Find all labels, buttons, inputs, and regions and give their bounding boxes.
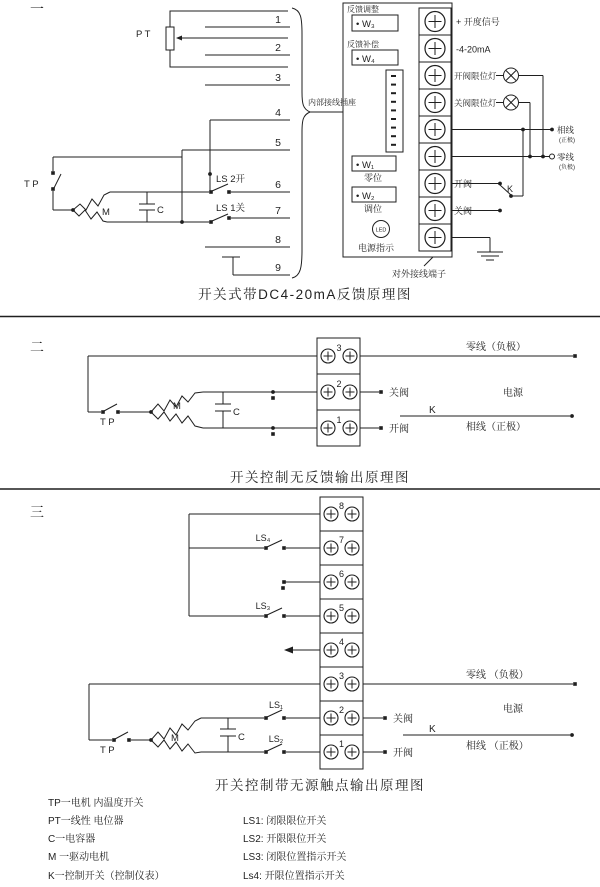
ls3-switch — [189, 608, 320, 618]
pin-number: 2 — [275, 42, 281, 54]
motor-label: M — [173, 401, 181, 412]
pin-number: 7 — [275, 205, 281, 217]
open-valve-label: 开阀 — [454, 179, 473, 189]
open-limit-lamp-label: 开阀限位灯 — [454, 71, 497, 81]
k-switch-label: K — [429, 724, 436, 735]
close-valve-label: 关阀 — [454, 206, 473, 216]
ls3-label: LS₃ — [255, 601, 271, 611]
junction-dot — [208, 172, 212, 176]
feedback-adjust-label: 反馈调整 — [347, 5, 379, 14]
w4-label: • W₄ — [356, 54, 375, 65]
terminal-number: 5 — [338, 603, 345, 613]
tp-label: T P — [24, 179, 39, 190]
phase-label: 相线 — [557, 125, 575, 135]
terminal-number: 1 — [338, 739, 345, 749]
legend-item-k: K一控制开关（控制仪表） — [48, 871, 165, 882]
legend — [48, 796, 346, 882]
section-3-passive-contact-diagram — [30, 497, 577, 793]
legend-item-pt: PT一线性 电位器 — [48, 816, 124, 827]
neutral-label: 零线 （负极） — [466, 670, 529, 681]
open-limit-lamp-icon — [504, 68, 519, 83]
ls1-label: LS 1关 — [216, 203, 246, 214]
capacitor-symbol — [215, 392, 231, 428]
phase-label: 相线（正极） — [466, 422, 526, 433]
ls2-limit-switch — [209, 184, 231, 194]
pt-potentiometer — [166, 27, 174, 50]
capacitor-symbol — [139, 192, 155, 222]
terminal-block — [317, 338, 360, 446]
ext-terminal-pointer — [424, 257, 433, 266]
terminal-number: 3 — [338, 671, 345, 681]
w1-label: • W₁ — [356, 160, 375, 171]
phase-label: 相线 （正极） — [466, 741, 529, 752]
terminal-number: 6 — [338, 569, 345, 579]
plug-brace — [292, 8, 310, 278]
legend-item-tp: TP一电机 内温度开关 — [48, 798, 144, 809]
pt-wiper-arrow — [176, 36, 182, 41]
terminal-number: 2 — [336, 379, 342, 389]
ls1-label: LS₁ — [268, 700, 284, 710]
legend-item-ls4: Ls4: 开限位置指示开关 — [243, 871, 345, 882]
terminal-number: 8 — [338, 501, 345, 511]
ls4-switch — [189, 540, 320, 550]
row6-stub — [281, 580, 320, 590]
pt-label: P T — [136, 29, 151, 40]
capacitor-label: C — [157, 205, 164, 216]
power-label: 电源 — [503, 704, 523, 715]
section-3-marker: 三 — [30, 504, 44, 520]
motor-label: M — [171, 733, 179, 744]
w3-label: • W₃ — [356, 19, 375, 30]
tp-label: T P — [100, 745, 115, 756]
section-1-caption: 开关式带DC4-20mA反馈原理图 — [198, 287, 412, 302]
k-switch-label: K — [507, 184, 514, 194]
close-valve-label: 关阀 — [389, 388, 409, 399]
open-valve-label: 开阀 — [393, 748, 413, 759]
tp-thermal-switch — [88, 404, 151, 414]
current-loop-label: -4-20mA — [456, 44, 491, 55]
terminal-number: 3 — [336, 343, 342, 353]
ls4-label: LS₄ — [255, 533, 271, 543]
tp-thermal-switch — [89, 732, 151, 742]
close-limit-lamp-label: 关阀限位灯 — [454, 98, 497, 108]
terminal-number: 1 — [336, 415, 342, 425]
contact-tick — [271, 396, 275, 400]
tp-thermal-switch — [51, 157, 182, 210]
section-1-dc-feedback-diagram — [24, 1, 575, 302]
legend-item-m: M 一驱动电机 — [48, 852, 110, 863]
pin-number: 1 — [275, 14, 281, 26]
terminal-number: 2 — [338, 705, 345, 715]
capacitor-symbol — [220, 718, 236, 752]
close-limit-lamp-icon — [504, 95, 519, 110]
internal-connector-strip — [386, 70, 403, 152]
ls2-label: LS 2开 — [216, 174, 246, 185]
contact-tick — [271, 432, 275, 436]
neutral-label: 零线 — [557, 152, 575, 162]
close-valve-label: 关阀 — [393, 714, 413, 725]
capacitor-label: C — [238, 732, 245, 743]
contact-dot — [271, 390, 275, 394]
power-indicator-label: 电源指示 — [358, 243, 395, 253]
capacitor-label: C — [233, 407, 240, 418]
section-3-caption: 开关控制带无源触点输出原理图 — [215, 778, 425, 793]
ls2-label: LS₂ — [268, 734, 284, 744]
ground-symbol — [452, 238, 503, 261]
terminal-strip — [419, 8, 451, 251]
feedback-comp-label: 反馈补偿 — [347, 40, 379, 49]
plug-pin-numbers — [275, 14, 281, 274]
motor-winding-lower — [151, 412, 203, 428]
terminal-numbers — [336, 343, 341, 425]
k-switch-label: K — [429, 405, 436, 416]
external-terminals-label: 对外接线端子 — [392, 269, 447, 279]
legend-item-ls3: LS3: 闭限位置指示开关 — [243, 852, 347, 863]
adjust-position-label: 调位 — [364, 204, 383, 214]
internal-socket-label: 内部接线插座 — [308, 98, 356, 107]
section-2-no-feedback-diagram — [30, 338, 577, 485]
pin9-ground-hook — [222, 257, 240, 275]
legend-item-ls1: LS1: 闭限限位开关 — [243, 816, 327, 827]
contact-dot — [271, 426, 275, 430]
ls1-limit-switch — [209, 214, 231, 224]
open-valve-label: 开阀 — [389, 424, 409, 435]
pin-number: 4 — [275, 107, 281, 119]
legend-item-ls2: LS2: 开限限位开关 — [243, 834, 327, 845]
terminal-number: 4 — [338, 637, 345, 647]
opening-signal-label: + 开度信号 — [456, 17, 500, 27]
section-2-caption: 开关控制无反馈输出原理图 — [230, 470, 410, 485]
section-2-marker: 二 — [30, 339, 44, 355]
led-text: LED — [375, 227, 387, 234]
pin-number: 6 — [275, 179, 281, 191]
legend-item-c: C一电容器 — [48, 834, 96, 845]
ls2-switch — [201, 744, 320, 754]
pin-number: 3 — [275, 72, 281, 84]
w2-label: • W₂ — [356, 191, 375, 202]
terminal-number: 7 — [338, 535, 345, 545]
power-label: 电源 — [503, 388, 523, 399]
zero-position-label: 零位 — [364, 173, 383, 183]
motor-label: M — [102, 207, 110, 218]
pin-number: 5 — [275, 137, 281, 149]
row4-stub — [284, 647, 320, 654]
pin-number: 8 — [275, 234, 281, 246]
pt-wires — [170, 11, 288, 67]
ls1-switch — [201, 710, 320, 720]
pin-number: 9 — [275, 262, 281, 274]
terminal-numbers — [339, 501, 344, 749]
junction-dot — [180, 220, 184, 224]
phase-sub-label: (正极) — [559, 138, 575, 144]
plug-pin-stubs — [182, 27, 290, 275]
neutral-sub-label: (负极) — [559, 165, 575, 171]
section-1-marker: 一 — [30, 1, 44, 17]
tp-label: T P — [100, 417, 115, 428]
neutral-label: 零线（负极） — [466, 342, 526, 353]
